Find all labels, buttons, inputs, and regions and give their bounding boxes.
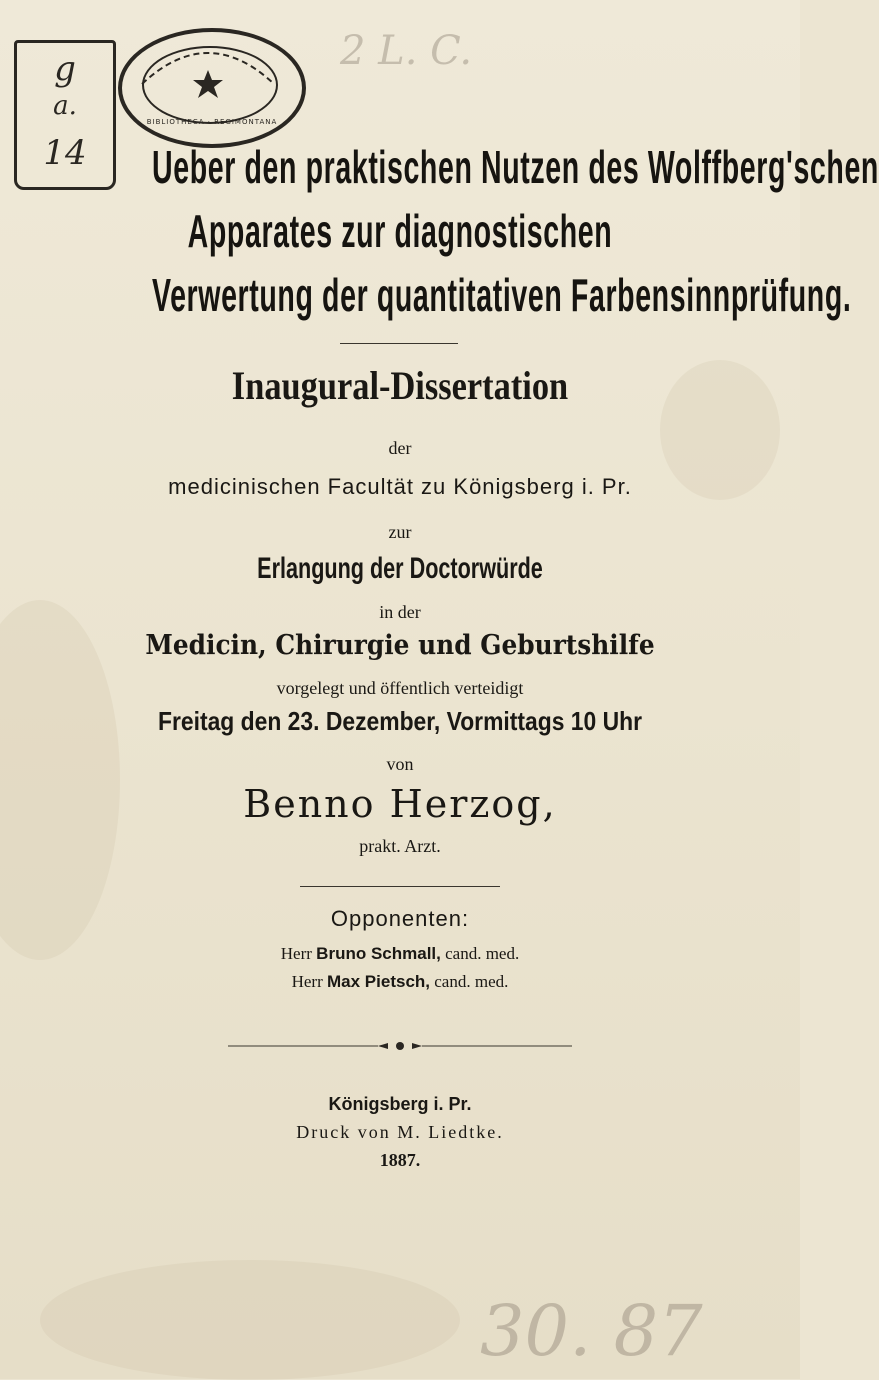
imprint-year: 1887.: [379, 1150, 421, 1170]
fields-line: Medicin, Chirurgie und Geburtshilfe: [145, 630, 655, 661]
divider-rule: [300, 886, 500, 887]
shelfmark-stamp: [14, 40, 116, 190]
opponent-2-name: Max Pietsch,: [327, 972, 431, 991]
opponent-2-prefix: Herr: [291, 972, 323, 991]
opponent-1: [0, 944, 800, 964]
library-seal-icon: [118, 28, 306, 148]
von-label: von: [386, 754, 414, 774]
opponent-1-title: cand. med.: [445, 944, 520, 963]
divider-rule: [340, 343, 458, 344]
pencil-note-top: 2 L. C.: [340, 28, 473, 74]
opponent-1-name: Bruno Schmall,: [316, 944, 441, 963]
defense-date: Freitag den 23. Dezember, Vormittags 10 Uhr: [157, 706, 643, 736]
zur-label: zur: [388, 522, 412, 542]
paper-stain: [40, 1260, 460, 1380]
presented-line: vorgelegt und öffentlich verteidigt: [276, 678, 524, 698]
dissertation-heading: Inaugural-Dissertation: [231, 363, 569, 408]
title-line-3: Verwertung der quantitativen Farbensinnprüfung.: [152, 269, 852, 321]
opponent-1-prefix: Herr: [280, 944, 312, 963]
pencil-note-bottom: 30. 87: [480, 1290, 703, 1372]
shelfmark-mid: a.: [53, 91, 77, 121]
opponent-2: [0, 972, 800, 992]
opponent-2-title: cand. med.: [434, 972, 509, 991]
title-line-1: Ueber den praktischen Nutzen des Wolffberg'schen: [152, 141, 879, 193]
seal-text: BIBLIOTHECA · REGIMONTANA: [146, 118, 278, 126]
title-line-2: Apparates zur diagnostischen: [187, 205, 613, 257]
shelfmark-bottom: 14: [43, 133, 87, 173]
opponents-heading: Opponenten:: [330, 906, 470, 931]
author-title: prakt. Arzt.: [359, 836, 441, 856]
erlangung-line: Erlangung der Doctorwürde: [257, 552, 543, 585]
in-der-label: in der: [379, 602, 421, 622]
imprint-city: Königsberg i. Pr.: [328, 1094, 472, 1114]
der-label: der: [388, 438, 412, 458]
shelfmark-top: g: [54, 49, 76, 89]
ornament-divider-icon: [228, 1040, 572, 1052]
imprint-printer: Druck von M. Liedtke.: [296, 1122, 504, 1142]
faculty-line: medicinischen Facultät zu Königsberg i. Pr.: [168, 474, 632, 499]
author-name: Benno Herzog,: [243, 782, 557, 826]
